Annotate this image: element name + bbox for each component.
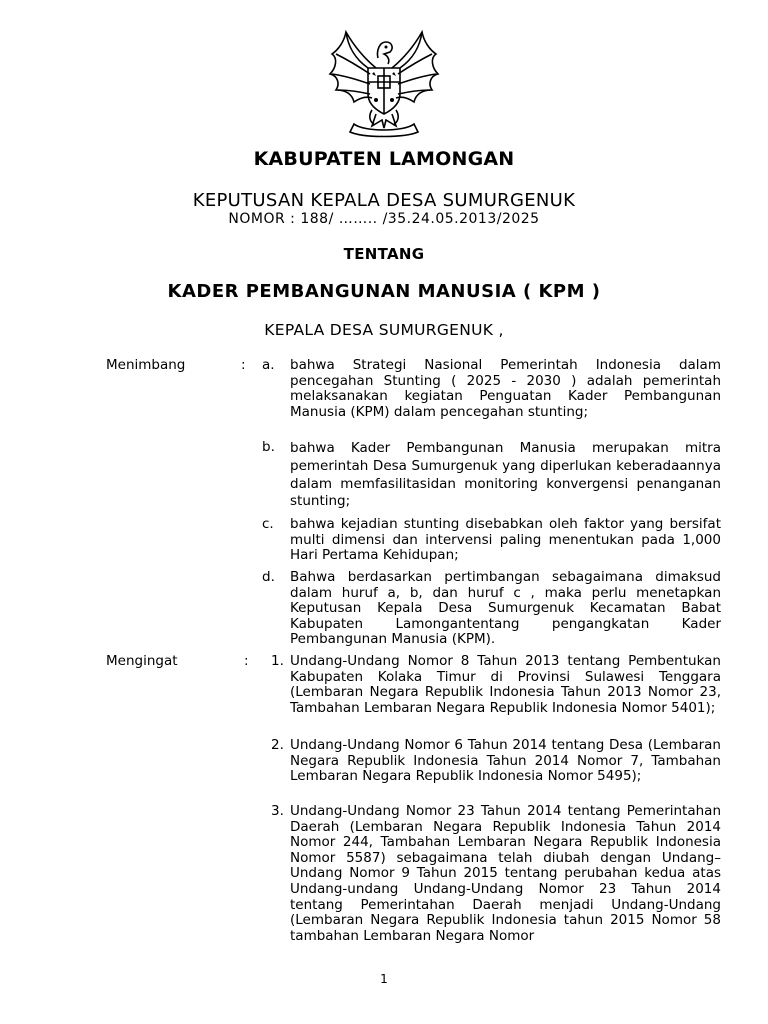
item-marker: 2.: [271, 737, 284, 753]
item-text: bahwa Kader Pembangunan Manusia merupakan mitra pemerintah Desa Sumurgenuk yang diperlukan keberadaannya dalam memfasilitasidan monitoring konvergensi penanganan stunting;: [290, 440, 721, 510]
decree-subject: KADER PEMBANGUNAN MANUSIA ( KPM ): [167, 281, 601, 302]
item-text: Undang-Undang Nomor 8 Tahun 2013 tentang Pembentukan Kabupaten Kolaka Timur di Provinsi Sulawesi Tenggara (Lembaran Negara Republik Indonesia Tahun 2013 Nomor 23, Tambahan Lembaran Negara Republik Indonesia Nomor 5401);: [290, 653, 721, 716]
considering-colon: :: [241, 357, 246, 373]
item-marker: d.: [262, 569, 275, 585]
recalling-colon: :: [244, 653, 249, 669]
issuer-line: KEPALA DESA SUMURGENUK ,: [264, 321, 504, 339]
considering-label: Menimbang: [106, 357, 186, 373]
recalling-label: Mengingat: [106, 653, 178, 669]
item-text: Undang-Undang Nomor 6 Tahun 2014 tentang Desa (Lembaran Negara Republik Indonesia Tahun 2014 Nomor 7, Tambahan Lembaran Negara Republik Indonesia Nomor 5495);: [290, 737, 721, 785]
item-text: Undang-Undang Nomor 23 Tahun 2014 tentang Pemerintahan Daerah (Lembaran Negara Republik Indonesia Tahun 2014 Nomor 244, Tambahan Lembaran Negara Republik Indonesia Nomor 5587) sebagaimana telah diubah dengan Undang–Undang Nomor 9 Tahun 2015 tentang perubahan kedua atas Undang-undang Undang-Undang Nomor 23 Tahun 2014 tentang Pemerintahan Daerah menjadi Undang-Undang (Lembaran Negara Republik Indonesia tahun 2015 Nomor 58 tambahan Lembaran Negara Nomor: [290, 803, 721, 944]
item-text: bahwa Strategi Nasional Pemerintah Indonesia dalam pencegahan Stunting ( 2025 - 2030 ) adalah pemerintah melaksanakan kegiatan Penguatan Kader Pembangunan Manusia (KPM) dalam pencegahan stunting;: [290, 357, 721, 420]
item-marker: c.: [262, 516, 274, 532]
garuda-emblem-icon: [324, 28, 444, 140]
about-heading: TENTANG: [343, 245, 425, 263]
item-marker: 1.: [271, 653, 284, 669]
item-marker: b.: [262, 439, 275, 455]
decree-number: NOMOR : 188/ …….. /35.24.05.2013/2025: [228, 211, 540, 227]
page-number: 1: [380, 972, 388, 986]
item-text: bahwa kejadian stunting disebabkan oleh faktor yang bersifat multi dimensi dan intervensi paling menentukan pada 1,000 Hari Pertama Kehidupan;: [290, 516, 721, 564]
regency-heading: KABUPATEN LAMONGAN: [253, 148, 515, 170]
item-marker: a.: [262, 357, 275, 373]
decree-title: KEPUTUSAN KEPALA DESA SUMURGENUK: [192, 190, 576, 211]
item-marker: 3.: [271, 803, 284, 819]
item-text: Bahwa berdasarkan pertimbangan sebagaimana dimaksud dalam huruf a, b, dan huruf c , maka perlu menetapkan Keputusan Kepala Desa Sumurgenuk Kecamatan Babat Kabupaten Lamongantentang pengangkatan Kader Pembangunan Manusia (KPM).: [290, 569, 721, 648]
